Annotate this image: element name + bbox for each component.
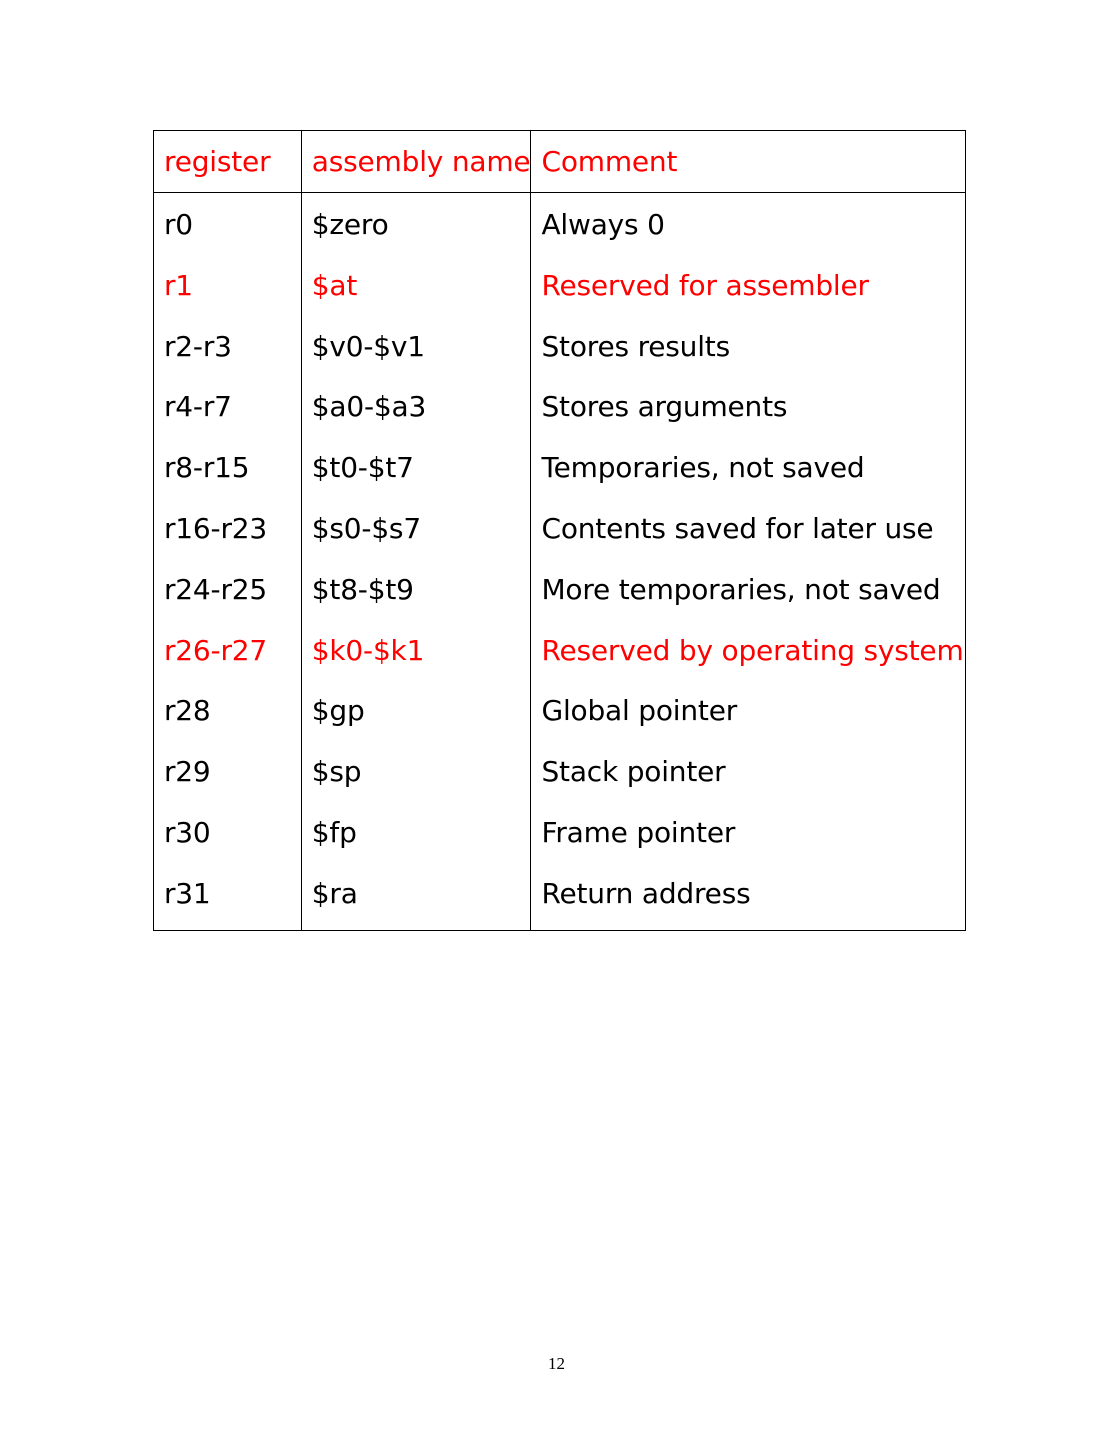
cell-comment: Frame pointer [531, 802, 966, 863]
page-number: 12 [548, 1354, 565, 1373]
cell-assembly-name: $ra [301, 863, 531, 931]
table-header-row [154, 131, 966, 193]
cell-register: r30 [154, 802, 302, 863]
cell-comment: Stack pointer [531, 741, 966, 802]
table-row [154, 193, 966, 256]
header-register: register [154, 131, 302, 193]
cell-assembly-name: $gp [301, 681, 531, 742]
table-row [154, 316, 966, 377]
cell-comment: Reserved by operating system [531, 620, 966, 681]
cell-assembly-name: $fp [301, 802, 531, 863]
cell-register: r29 [154, 741, 302, 802]
cell-assembly-name: $t0-$t7 [301, 437, 531, 498]
cell-comment: Always 0 [531, 193, 966, 256]
cell-register: r8-r15 [154, 437, 302, 498]
register-table [153, 130, 966, 931]
table-row [154, 802, 966, 863]
table-row [154, 437, 966, 498]
cell-comment: Return address [531, 863, 966, 931]
header-comment: Comment [531, 131, 966, 193]
cell-assembly-name: $s0-$s7 [301, 498, 531, 559]
cell-register: r24-r25 [154, 559, 302, 620]
register-table-body [154, 131, 966, 931]
cell-comment: Stores results [531, 316, 966, 377]
cell-register: r2-r3 [154, 316, 302, 377]
cell-register: r28 [154, 681, 302, 742]
cell-comment: Global pointer [531, 681, 966, 742]
cell-assembly-name: $zero [301, 193, 531, 256]
cell-assembly-name: $k0-$k1 [301, 620, 531, 681]
header-assembly-name: assembly name [301, 131, 531, 193]
cell-register: r16-r23 [154, 498, 302, 559]
table-row [154, 863, 966, 931]
table-row [154, 741, 966, 802]
cell-assembly-name: $v0-$v1 [301, 316, 531, 377]
cell-assembly-name: $a0-$a3 [301, 377, 531, 438]
cell-comment: More temporaries, not saved [531, 559, 966, 620]
table-row [154, 498, 966, 559]
table-row [154, 681, 966, 742]
cell-comment: Stores arguments [531, 377, 966, 438]
cell-register: r0 [154, 193, 302, 256]
cell-register: r4-r7 [154, 377, 302, 438]
table-row [154, 377, 966, 438]
cell-register: r1 [154, 255, 302, 316]
cell-register: r31 [154, 863, 302, 931]
table-row [154, 255, 966, 316]
cell-comment: Temporaries, not saved [531, 437, 966, 498]
cell-assembly-name: $at [301, 255, 531, 316]
cell-comment: Reserved for assembler [531, 255, 966, 316]
table-row [154, 559, 966, 620]
cell-assembly-name: $t8-$t9 [301, 559, 531, 620]
cell-comment: Contents saved for later use [531, 498, 966, 559]
cell-assembly-name: $sp [301, 741, 531, 802]
cell-register: r26-r27 [154, 620, 302, 681]
table-row [154, 620, 966, 681]
